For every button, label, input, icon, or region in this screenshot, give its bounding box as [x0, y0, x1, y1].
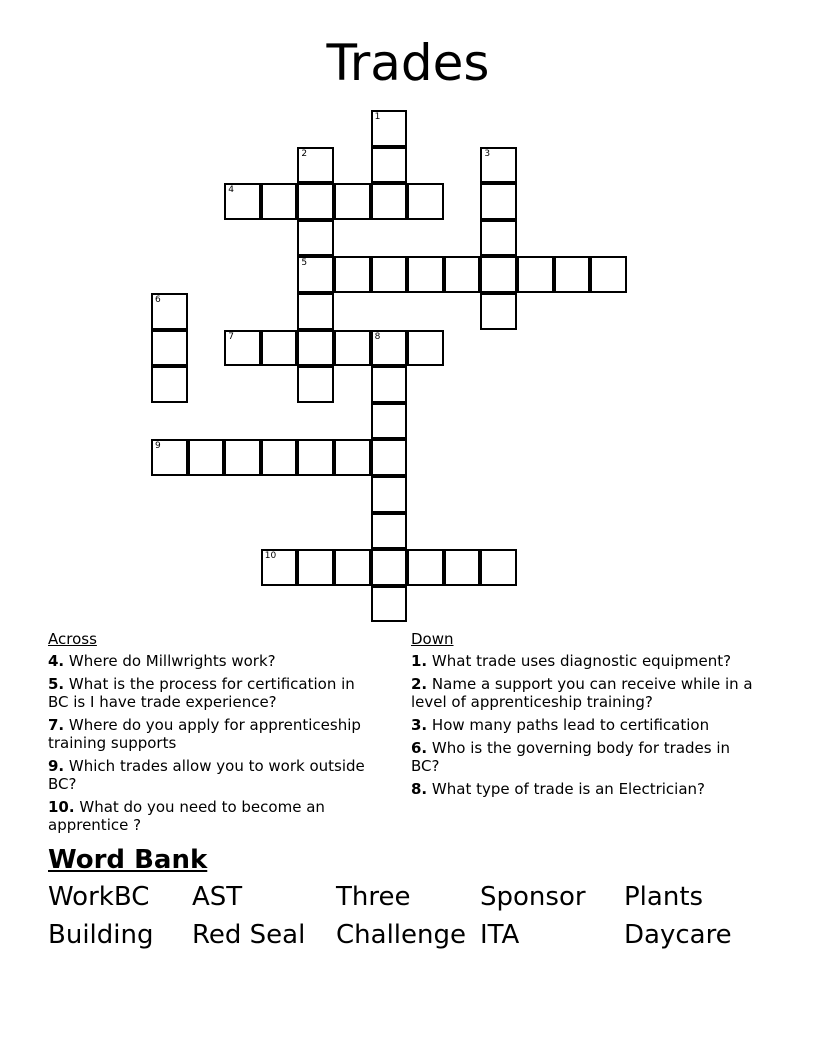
clue-number: 8: [374, 331, 381, 342]
crossword-cell[interactable]: [224, 439, 261, 476]
clue-number: 6: [155, 295, 161, 305]
crossword-cell[interactable]: [261, 183, 298, 220]
puzzle-title: Trades: [326, 34, 490, 92]
crossword-cell[interactable]: [297, 439, 334, 476]
crossword-cell[interactable]: [297, 183, 334, 220]
clue-across-5: 5. What is the process for certification in BC is I have trade experience?: [48, 675, 355, 711]
crossword-cell[interactable]: [151, 330, 188, 367]
crossword-cell[interactable]: [261, 549, 298, 586]
word-bank-item: ITA: [480, 920, 520, 950]
crossword-cell[interactable]: [371, 549, 408, 586]
crossword-cell[interactable]: [297, 147, 334, 184]
crossword-cell[interactable]: [151, 439, 188, 476]
crossword-cell[interactable]: [151, 366, 188, 403]
crossword-cell[interactable]: [224, 183, 261, 220]
crossword-cell[interactable]: [480, 147, 517, 184]
crossword-cell[interactable]: [590, 256, 627, 293]
crossword-cell[interactable]: [334, 549, 371, 586]
crossword-cell[interactable]: [554, 256, 591, 293]
word-bank-item: Plants: [624, 882, 704, 912]
clue-number: 2: [301, 148, 308, 159]
word-bank-item: Building: [48, 920, 154, 950]
down-heading: Down: [411, 630, 454, 648]
crossword-cell[interactable]: [371, 403, 408, 440]
clue-number: 4: [228, 185, 234, 196]
crossword-cell[interactable]: [407, 256, 444, 293]
word-bank-item: Challenge: [336, 920, 466, 950]
crossword-cell[interactable]: [444, 256, 481, 293]
clue-down-2: 2. Name a support you can receive while in a level of apprenticeship training?: [411, 675, 753, 711]
crossword-cell[interactable]: [371, 330, 408, 367]
crossword-cell[interactable]: [297, 330, 334, 367]
crossword-cell[interactable]: [371, 366, 408, 403]
word-bank-item: AST: [192, 882, 243, 912]
clue-down-6: 6. Who is the governing body for trades in BC?: [411, 739, 731, 775]
clue-down-3: 3. How many paths lead to certification: [411, 716, 710, 734]
clue-number: 9: [155, 441, 161, 452]
across-heading: Across: [48, 630, 97, 648]
crossword-cell[interactable]: [224, 330, 261, 367]
crossword-cell[interactable]: [407, 549, 444, 586]
across-clues: [48, 630, 376, 839]
crossword-cell[interactable]: [297, 549, 334, 586]
crossword-cell[interactable]: [371, 256, 408, 293]
crossword-cell[interactable]: [334, 256, 371, 293]
clue-down-8: 8. What type of trade is an Electrician?: [411, 780, 705, 798]
crossword-cell[interactable]: [297, 293, 334, 330]
crossword-cell[interactable]: [444, 549, 481, 586]
crossword-cell[interactable]: [371, 586, 408, 623]
crossword-cell[interactable]: [371, 147, 408, 184]
clue-down-1: 1. What trade uses diagnostic equipment?: [411, 652, 732, 670]
crossword-cell[interactable]: [297, 220, 334, 257]
clue-number: 1: [374, 112, 381, 122]
clue-across-4: 4. Where do Millwrights work?: [48, 652, 276, 670]
crossword-cell[interactable]: [480, 256, 517, 293]
word-bank: [48, 880, 768, 952]
crossword-cell[interactable]: [188, 439, 225, 476]
crossword-cell[interactable]: [297, 256, 334, 293]
clue-number: 10: [264, 551, 277, 562]
down-clues: [411, 630, 756, 803]
clue-across-10: 10. What do you need to become an apprentice ?: [48, 798, 325, 834]
clue-number: 7: [228, 331, 234, 342]
crossword-cell[interactable]: [371, 513, 408, 550]
crossword-cell[interactable]: [407, 330, 444, 367]
word-bank-item: Red Seal: [192, 920, 306, 950]
crossword-cell[interactable]: [517, 256, 554, 293]
crossword-cell[interactable]: [334, 330, 371, 367]
crossword-cell[interactable]: [334, 183, 371, 220]
word-bank-item: Daycare: [624, 920, 732, 950]
crossword-cell[interactable]: [480, 293, 517, 330]
word-bank-title: Word Bank: [48, 845, 208, 875]
crossword-cell[interactable]: [480, 220, 517, 257]
word-bank-item: Sponsor: [480, 882, 586, 912]
crossword-cell[interactable]: [334, 439, 371, 476]
crossword-cell[interactable]: [371, 110, 408, 147]
clue-across-9: 9. Which trades allow you to work outside BC?: [48, 757, 365, 793]
word-bank-item: Three: [336, 882, 411, 912]
clue-number: 5: [301, 258, 308, 269]
word-bank-item: WorkBC: [48, 882, 150, 912]
crossword-cell[interactable]: [407, 183, 444, 220]
crossword-cell[interactable]: [480, 183, 517, 220]
clue-across-7: 7. Where do you apply for apprenticeship training supports: [48, 716, 361, 752]
crossword-cell[interactable]: [371, 439, 408, 476]
crossword-cell[interactable]: [261, 330, 298, 367]
crossword-cell[interactable]: [151, 293, 188, 330]
crossword-cell[interactable]: [371, 476, 408, 513]
crossword-cell[interactable]: [371, 183, 408, 220]
crossword-cell[interactable]: [480, 549, 517, 586]
clue-number: 3: [484, 148, 491, 159]
crossword-cell[interactable]: [297, 366, 334, 403]
crossword-cell[interactable]: [261, 439, 298, 476]
